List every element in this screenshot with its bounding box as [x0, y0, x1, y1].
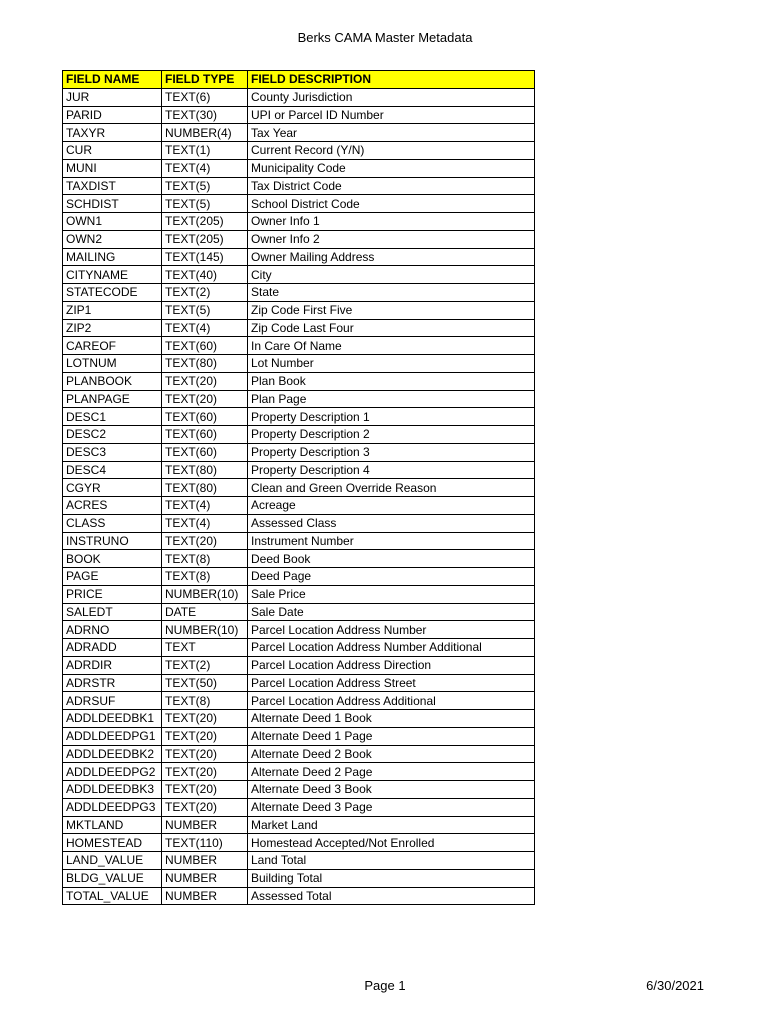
cell-field-name: ADDLDEEDPG3 — [63, 798, 162, 816]
cell-field-description: Market Land — [248, 816, 535, 834]
cell-field-description: Tax Year — [248, 124, 535, 142]
cell-field-name: DESC2 — [63, 426, 162, 444]
cell-field-name: PRICE — [63, 585, 162, 603]
table-row — [63, 834, 535, 852]
cell-field-description: Assessed Total — [248, 887, 535, 905]
cell-field-type: TEXT(20) — [162, 532, 248, 550]
cell-field-name: ADDLDEEDBK2 — [63, 745, 162, 763]
table-row — [63, 390, 535, 408]
table-row — [63, 692, 535, 710]
table-row — [63, 355, 535, 373]
table-row — [63, 550, 535, 568]
table-row — [63, 568, 535, 586]
cell-field-name: BLDG_VALUE — [63, 869, 162, 887]
cell-field-type: TEXT(205) — [162, 230, 248, 248]
table-row — [63, 656, 535, 674]
cell-field-description: Sale Price — [248, 585, 535, 603]
cell-field-type: TEXT(1) — [162, 142, 248, 160]
table-row — [63, 142, 535, 160]
cell-field-type: TEXT(4) — [162, 159, 248, 177]
table-row — [63, 177, 535, 195]
cell-field-name: ADDLDEEDBK1 — [63, 710, 162, 728]
cell-field-name: ACRES — [63, 497, 162, 515]
cell-field-description: Deed Page — [248, 568, 535, 586]
cell-field-description: Homestead Accepted/Not Enrolled — [248, 834, 535, 852]
cell-field-name: CUR — [63, 142, 162, 160]
cell-field-name: STATECODE — [63, 284, 162, 302]
table-row — [63, 426, 535, 444]
cell-field-name: TOTAL_VALUE — [63, 887, 162, 905]
cell-field-description: Tax District Code — [248, 177, 535, 195]
cell-field-description: Alternate Deed 1 Book — [248, 710, 535, 728]
table-row — [63, 461, 535, 479]
cell-field-type: TEXT(80) — [162, 355, 248, 373]
cell-field-description: Owner Info 1 — [248, 213, 535, 231]
cell-field-type: TEXT(20) — [162, 390, 248, 408]
cell-field-name: ZIP1 — [63, 301, 162, 319]
cell-field-name: ADDLDEEDPG2 — [63, 763, 162, 781]
cell-field-description: Property Description 1 — [248, 408, 535, 426]
cell-field-type: TEXT(5) — [162, 301, 248, 319]
table-row — [63, 532, 535, 550]
cell-field-name: DESC1 — [63, 408, 162, 426]
cell-field-name: PLANPAGE — [63, 390, 162, 408]
cell-field-name: SALEDT — [63, 603, 162, 621]
table-row — [63, 266, 535, 284]
cell-field-description: Property Description 3 — [248, 443, 535, 461]
cell-field-description: Alternate Deed 3 Page — [248, 798, 535, 816]
cell-field-description: Plan Page — [248, 390, 535, 408]
table-row — [63, 887, 535, 905]
table-row — [63, 514, 535, 532]
table-row — [63, 301, 535, 319]
cell-field-name: ADRADD — [63, 639, 162, 657]
cell-field-type: TEXT(30) — [162, 106, 248, 124]
table-row — [63, 763, 535, 781]
cell-field-type: TEXT(20) — [162, 745, 248, 763]
cell-field-description: Instrument Number — [248, 532, 535, 550]
cell-field-description: In Care Of Name — [248, 337, 535, 355]
cell-field-type: TEXT(4) — [162, 319, 248, 337]
cell-field-name: MKTLAND — [63, 816, 162, 834]
column-header-field-description: FIELD DESCRIPTION — [248, 71, 535, 89]
cell-field-name: ADDLDEEDBK3 — [63, 781, 162, 799]
cell-field-description: Owner Info 2 — [248, 230, 535, 248]
metadata-table — [62, 70, 535, 905]
cell-field-type: TEXT(60) — [162, 443, 248, 461]
cell-field-name: INSTRUNO — [63, 532, 162, 550]
cell-field-type: NUMBER(10) — [162, 585, 248, 603]
table-row — [63, 195, 535, 213]
cell-field-description: Municipality Code — [248, 159, 535, 177]
table-row — [63, 816, 535, 834]
cell-field-description: Clean and Green Override Reason — [248, 479, 535, 497]
cell-field-type: TEXT(80) — [162, 479, 248, 497]
table-row — [63, 852, 535, 870]
table-row — [63, 585, 535, 603]
table-row — [63, 372, 535, 390]
table-row — [63, 781, 535, 799]
cell-field-type: TEXT(8) — [162, 568, 248, 586]
cell-field-name: JUR — [63, 88, 162, 106]
cell-field-name: OWN2 — [63, 230, 162, 248]
table-row — [63, 727, 535, 745]
cell-field-description: Zip Code First Five — [248, 301, 535, 319]
table-row — [63, 443, 535, 461]
cell-field-type: TEXT(60) — [162, 426, 248, 444]
cell-field-name: LAND_VALUE — [63, 852, 162, 870]
cell-field-type: TEXT(110) — [162, 834, 248, 852]
cell-field-type: TEXT(4) — [162, 514, 248, 532]
column-header-field-type: FIELD TYPE — [162, 71, 248, 89]
cell-field-description: Building Total — [248, 869, 535, 887]
cell-field-description: Zip Code Last Four — [248, 319, 535, 337]
cell-field-name: MUNI — [63, 159, 162, 177]
cell-field-name: ADRNO — [63, 621, 162, 639]
cell-field-description: School District Code — [248, 195, 535, 213]
table-row — [63, 674, 535, 692]
cell-field-type: TEXT(60) — [162, 337, 248, 355]
cell-field-type: TEXT(20) — [162, 781, 248, 799]
cell-field-name: ADDLDEEDPG1 — [63, 727, 162, 745]
cell-field-type: TEXT(20) — [162, 798, 248, 816]
cell-field-type: NUMBER(10) — [162, 621, 248, 639]
cell-field-name: LOTNUM — [63, 355, 162, 373]
cell-field-name: OWN1 — [63, 213, 162, 231]
table-row — [63, 639, 535, 657]
cell-field-name: CLASS — [63, 514, 162, 532]
cell-field-name: PAGE — [63, 568, 162, 586]
table-row — [63, 213, 535, 231]
cell-field-description: Owner Mailing Address — [248, 248, 535, 266]
page-title: Berks CAMA Master Metadata — [297, 30, 473, 45]
cell-field-name: MAILING — [63, 248, 162, 266]
cell-field-name: ADRDIR — [63, 656, 162, 674]
cell-field-type: TEXT(8) — [162, 550, 248, 568]
cell-field-type: NUMBER — [162, 852, 248, 870]
cell-field-description: State — [248, 284, 535, 302]
cell-field-description: Parcel Location Address Number Additional — [248, 639, 535, 657]
table-row — [63, 284, 535, 302]
cell-field-description: Land Total — [248, 852, 535, 870]
table-row — [63, 745, 535, 763]
table-row — [63, 479, 535, 497]
table-row — [63, 408, 535, 426]
cell-field-name: HOMESTEAD — [63, 834, 162, 852]
table-row — [63, 124, 535, 142]
cell-field-type: NUMBER — [162, 816, 248, 834]
cell-field-type: TEXT(20) — [162, 763, 248, 781]
cell-field-type: TEXT(60) — [162, 408, 248, 426]
cell-field-name: ADRSUF — [63, 692, 162, 710]
table-header-row — [63, 71, 535, 89]
cell-field-type: TEXT — [162, 639, 248, 657]
cell-field-description: Current Record (Y/N) — [248, 142, 535, 160]
cell-field-description: County Jurisdiction — [248, 88, 535, 106]
cell-field-name: BOOK — [63, 550, 162, 568]
cell-field-name: CGYR — [63, 479, 162, 497]
cell-field-description: Sale Date — [248, 603, 535, 621]
cell-field-description: Assessed Class — [248, 514, 535, 532]
cell-field-type: TEXT(8) — [162, 692, 248, 710]
table-row — [63, 159, 535, 177]
cell-field-name: PARID — [63, 106, 162, 124]
cell-field-name: ADRSTR — [63, 674, 162, 692]
cell-field-description: Parcel Location Address Number — [248, 621, 535, 639]
table-row — [63, 88, 535, 106]
cell-field-name: CAREOF — [63, 337, 162, 355]
table-row — [63, 337, 535, 355]
cell-field-type: TEXT(2) — [162, 284, 248, 302]
cell-field-type: TEXT(4) — [162, 497, 248, 515]
footer-page-number: Page 1 — [364, 978, 406, 993]
cell-field-type: TEXT(145) — [162, 248, 248, 266]
cell-field-name: SCHDIST — [63, 195, 162, 213]
cell-field-name: DESC4 — [63, 461, 162, 479]
table-row — [63, 230, 535, 248]
cell-field-description: Alternate Deed 2 Page — [248, 763, 535, 781]
cell-field-type: TEXT(20) — [162, 727, 248, 745]
cell-field-type: NUMBER — [162, 887, 248, 905]
cell-field-name: CITYNAME — [63, 266, 162, 284]
table-row — [63, 603, 535, 621]
cell-field-description: Alternate Deed 2 Book — [248, 745, 535, 763]
cell-field-type: TEXT(50) — [162, 674, 248, 692]
footer-date: 6/30/2021 — [646, 978, 704, 993]
cell-field-description: Acreage — [248, 497, 535, 515]
cell-field-name: TAXDIST — [63, 177, 162, 195]
table-row — [63, 621, 535, 639]
table-row — [63, 319, 535, 337]
cell-field-description: Lot Number — [248, 355, 535, 373]
cell-field-type: TEXT(20) — [162, 710, 248, 728]
cell-field-type: NUMBER — [162, 869, 248, 887]
cell-field-description: Deed Book — [248, 550, 535, 568]
cell-field-description: Parcel Location Address Street — [248, 674, 535, 692]
cell-field-type: TEXT(2) — [162, 656, 248, 674]
cell-field-description: Parcel Location Address Additional — [248, 692, 535, 710]
cell-field-description: Property Description 2 — [248, 426, 535, 444]
cell-field-name: ZIP2 — [63, 319, 162, 337]
cell-field-description: Plan Book — [248, 372, 535, 390]
cell-field-description: Alternate Deed 3 Book — [248, 781, 535, 799]
cell-field-type: TEXT(5) — [162, 195, 248, 213]
table-row — [63, 710, 535, 728]
table-row — [63, 248, 535, 266]
cell-field-name: PLANBOOK — [63, 372, 162, 390]
cell-field-description: Property Description 4 — [248, 461, 535, 479]
cell-field-type: TEXT(6) — [162, 88, 248, 106]
cell-field-type: TEXT(40) — [162, 266, 248, 284]
cell-field-type: DATE — [162, 603, 248, 621]
cell-field-type: TEXT(80) — [162, 461, 248, 479]
table-row — [63, 106, 535, 124]
table-body — [63, 88, 535, 905]
column-header-field-name: FIELD NAME — [63, 71, 162, 89]
cell-field-description: City — [248, 266, 535, 284]
table-row — [63, 497, 535, 515]
table-row — [63, 798, 535, 816]
cell-field-description: Parcel Location Address Direction — [248, 656, 535, 674]
cell-field-description: Alternate Deed 1 Page — [248, 727, 535, 745]
cell-field-type: TEXT(5) — [162, 177, 248, 195]
cell-field-type: NUMBER(4) — [162, 124, 248, 142]
cell-field-name: DESC3 — [63, 443, 162, 461]
cell-field-name: TAXYR — [63, 124, 162, 142]
cell-field-description: UPI or Parcel ID Number — [248, 106, 535, 124]
table-row — [63, 869, 535, 887]
cell-field-type: TEXT(20) — [162, 372, 248, 390]
cell-field-type: TEXT(205) — [162, 213, 248, 231]
